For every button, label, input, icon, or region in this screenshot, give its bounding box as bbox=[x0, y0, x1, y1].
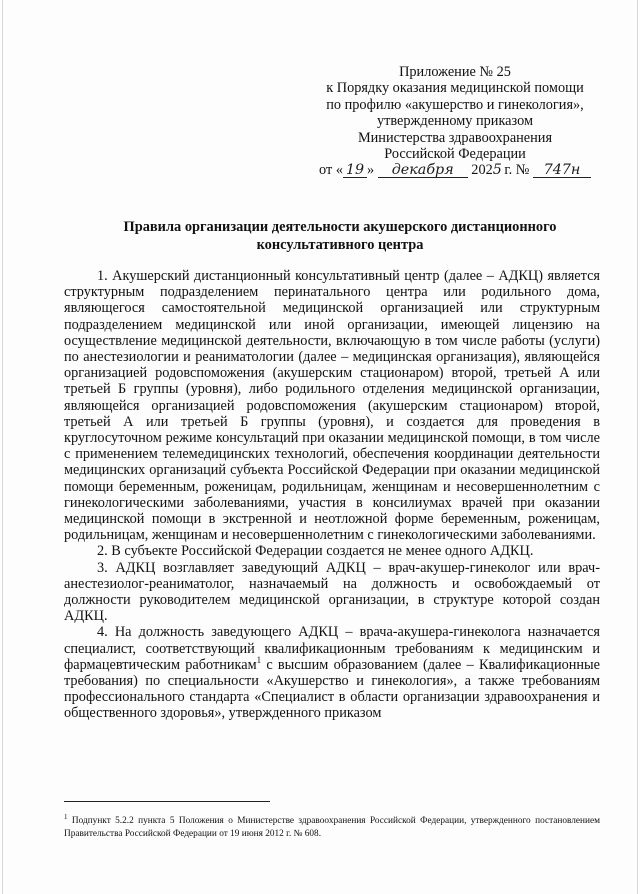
paragraph-4 bbox=[64, 624, 600, 721]
paragraph-1: 1. Акушерский дистанционный консультативный центр (далее – АДКЦ) является структурным подразделением перинатального центра или родильного дома, являющегося самостоятельной медицинской организацией или структурным подразделением медицинской или иной организации, имеющей лицензию на осуществление медицинской деятельности, включающую в том числе работы (услуги) по анестезиологии и реаниматологии (далее – медицинская организация), являющейся организацией родовспоможения (акушерским стационаром) второй, третьей А или третьей Б группы (уровня), либо родильного отделения медицинской организации, являющейся организацией родовспоможения (акушерским стационаром) второй, третьей А или третьей Б группы (уровня), и создается для проведения в круглосуточном режиме консультаций при оказании медицинской помощи, в том числе с применением телемедицинских технологий, обеспечения координации деятельности медицинских организаций субъекта Российской Федерации при оказании медицинской помощи беременным, роженицам, родильницам, женщинам и несовершеннолетним с гинекологическими заболеваниями, участия в консилиумах врачей при оказании медицинской помощи в экстренной и неотложной форме беременным, роженицам, родильницам, женщинам и несовершеннолетним с гинекологическими заболеваниями. bbox=[64, 268, 600, 544]
appendix-line: по профилю «акушерство и гинекология», bbox=[326, 96, 584, 113]
footnote-divider bbox=[64, 801, 270, 802]
handwritten-day: 19 bbox=[343, 163, 367, 178]
order-date-number bbox=[300, 162, 610, 178]
date-prefix: от « bbox=[319, 162, 343, 179]
document-title bbox=[60, 219, 620, 254]
paragraph-2: 2. В субъекте Российской Федерации создается не менее одного АДКЦ. bbox=[97, 543, 534, 560]
footnote-text: Подпункт 5.2.2 пункта 5 Положения о Министерстве здравоохранения Российской Федерации, утвержденного постановлением Правительства Российской Федерации от 19 июня 2012 г. № 608. bbox=[64, 816, 600, 839]
appendix-line: утвержденному приказом bbox=[376, 113, 534, 130]
title-line: Правила организации деятельности акушерского дистанционного bbox=[123, 219, 557, 235]
handwritten-year-digit: 5 bbox=[492, 162, 502, 179]
appendix-header bbox=[300, 64, 610, 179]
appendix-line: Министерства здравоохранения bbox=[357, 129, 553, 146]
handwritten-month: декабря bbox=[378, 163, 468, 178]
appendix-line: Приложение № 25 bbox=[399, 64, 511, 80]
year-prefix: 202 bbox=[471, 162, 493, 179]
paragraph-3: 3. АДКЦ возглавляет заведующий АДКЦ – врач-акушер-гинеколог или врач-анестезиолог-реаниматолог, назначаемый на должность и освобождаемый от должности руководителем медицинской организации, в структуре которой создан АДКЦ. bbox=[64, 559, 600, 625]
appendix-line: Российской Федерации bbox=[384, 146, 526, 163]
paragraph-4-text-cont: с высшим образованием (далее – Квалификационные требования) по специальности «Акушерство и гинекология», а также требованиям профессионального стандарта «Специалист в области организации здравоохранения и общественного здоровья», утвержденного приказом bbox=[64, 656, 600, 722]
appendix-line: к Порядку оказания медицинской помощи bbox=[326, 80, 584, 97]
footnote-ref: 1 bbox=[256, 655, 262, 666]
date-mid: » bbox=[366, 162, 375, 179]
title-line: консультативного центра bbox=[256, 236, 424, 253]
document-body bbox=[64, 268, 600, 722]
footnote-mark: 1 bbox=[64, 813, 68, 821]
footnote bbox=[64, 811, 600, 840]
handwritten-order-number: 747н bbox=[533, 163, 591, 178]
year-suffix: г. № bbox=[500, 162, 530, 179]
paragraph-4-text: 4. На должность заведующего АДКЦ – врача-акушера-гинеколога назначается специалист, соответствующий квалификационным требованиям к медицинским и фармацевтическим работникам bbox=[64, 624, 600, 673]
